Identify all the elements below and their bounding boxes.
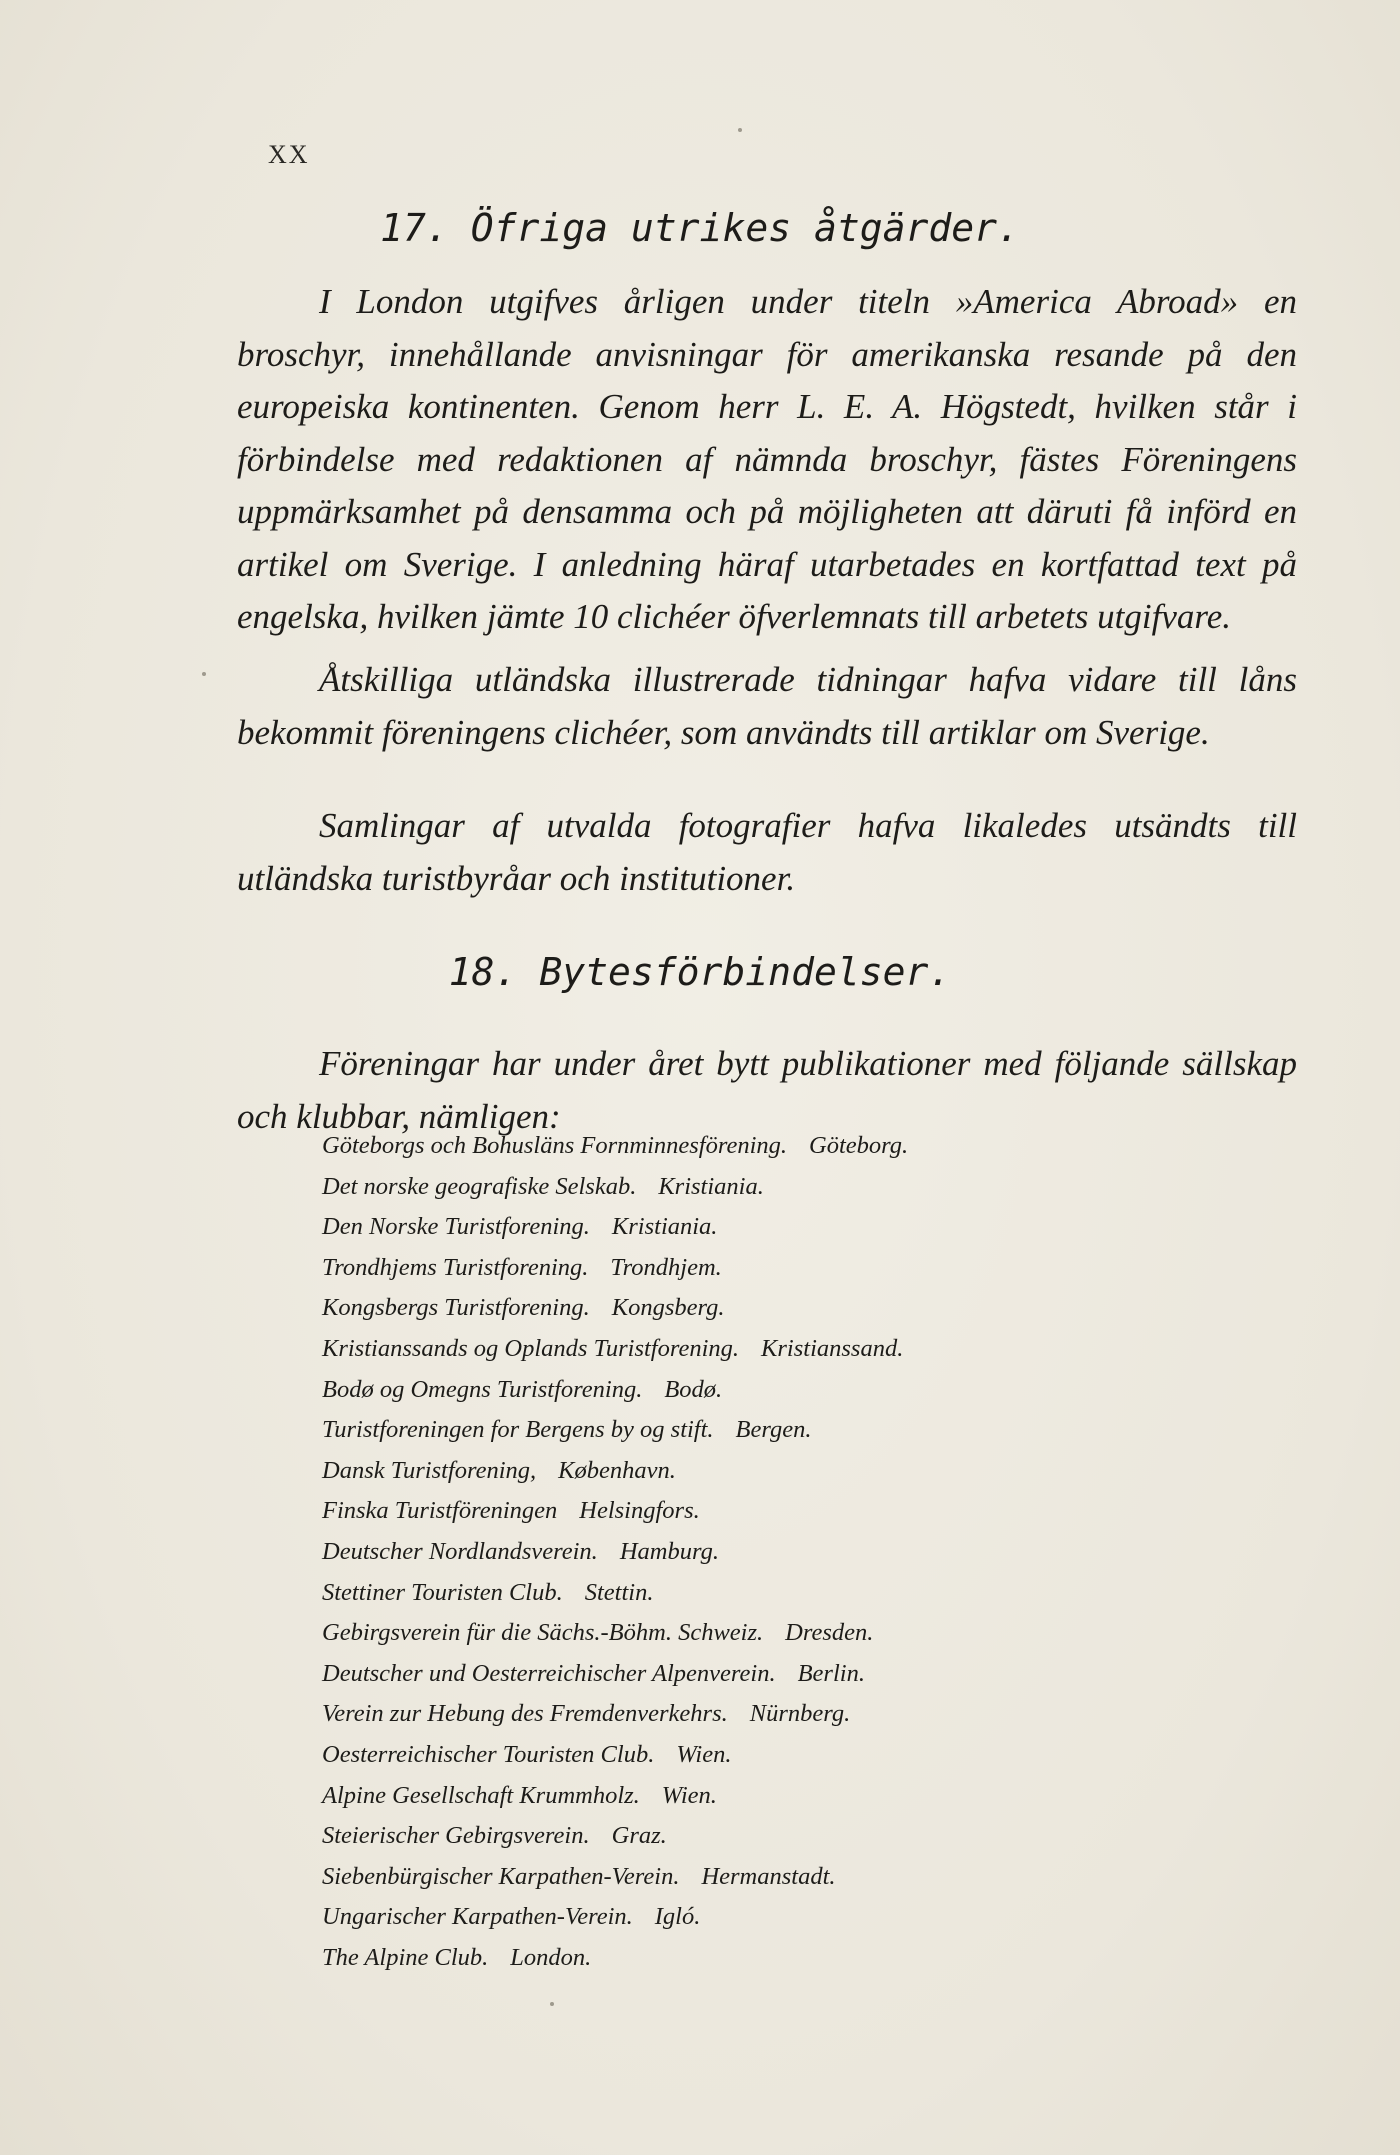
list-item [322, 1491, 908, 1532]
society-name: Det norske geografiske Selskab. [322, 1172, 637, 1200]
society-city: Kristianssand. [761, 1334, 904, 1362]
society-list [322, 1126, 908, 1978]
society-city: Kristiania. [658, 1172, 764, 1200]
list-item [322, 1451, 908, 1492]
paper-speck [550, 2002, 554, 2006]
society-name: Trondhjems Turistforening. [322, 1253, 589, 1281]
society-name: Verein zur Hebung des Fremdenverkehrs. [322, 1700, 728, 1728]
society-name: Bodø og Omegns Turistforening. [322, 1375, 643, 1403]
society-name: Stettiner Touristen Club. [322, 1578, 563, 1606]
list-item [322, 1207, 908, 1248]
list-item [322, 1329, 908, 1370]
section-17-paragraph [237, 276, 1297, 644]
society-city: Dresden. [785, 1619, 874, 1647]
society-name: Siebenbürgischer Karpathen-Verein. [322, 1862, 680, 1890]
society-city: Hermanstadt. [701, 1862, 836, 1890]
section-17-heading [0, 206, 1400, 250]
society-name: Ungarischer Karpathen-Verein. [322, 1903, 633, 1931]
list-item [322, 1167, 908, 1208]
society-city: Bergen. [735, 1416, 812, 1444]
society-name: Deutscher Nordlandsverein. [322, 1537, 598, 1565]
society-name: Dansk Turistforening, [322, 1456, 537, 1484]
list-item [322, 1370, 908, 1411]
section-17-number: 17. [380, 206, 449, 250]
section-18-title: Bytesförbindelser. [539, 950, 952, 994]
society-city: Bodø. [664, 1375, 723, 1403]
paper-speck [738, 128, 742, 132]
section-18-heading [0, 950, 1400, 994]
society-city: Igló. [654, 1903, 701, 1931]
society-city: Hamburg. [619, 1537, 719, 1565]
society-city: Graz. [611, 1822, 667, 1850]
society-name: Den Norske Turistforening. [322, 1213, 590, 1241]
list-item [322, 1288, 908, 1329]
list-item [322, 1694, 908, 1735]
society-name: Deutscher und Oesterreichischer Alpenverein. [322, 1659, 776, 1687]
list-item [322, 1532, 908, 1573]
section-17-title: Öfriga utrikes åtgärder. [470, 206, 1020, 250]
list-item [322, 1573, 908, 1614]
paragraph-text: I London utgifves årligen under titeln »America Abroad» en broschyr, innehållande anvisningar för amerikanska resande på den europeiska kontinenten. Genom herr L. E. A. Högstedt, hvilken står i förbindelse med redaktionen af nämnda broschyr, fästes Föreningens uppmärksamhet på densamma och på möjligheten att däruti få införd en artikel om Sverige. I anledning häraf utarbetades en kortfattad text på engelska, hvilken jämte 10 clichéer öfverlemnats till arbetets utgifvare. [237, 282, 1297, 636]
paragraph-text: Samlingar af utvalda fotografier hafva likaledes utsändts till utländska turistbyråar och institutioner. [237, 806, 1297, 898]
list-item [322, 1735, 908, 1776]
society-name: Alpine Gesellschaft Krummholz. [322, 1781, 640, 1809]
society-name: Göteborgs och Bohusläns Fornminnesförening. [322, 1132, 788, 1159]
paper-speck [202, 672, 206, 676]
section-17-paragraph [237, 800, 1297, 905]
society-name: Oesterreichischer Touristen Club. [322, 1740, 655, 1768]
list-item [322, 1410, 908, 1451]
list-item [322, 1816, 908, 1857]
society-city: Kongsberg. [611, 1294, 725, 1322]
society-city: Wien. [661, 1781, 717, 1809]
list-item [322, 1857, 908, 1898]
society-city: Berlin. [797, 1659, 865, 1687]
list-item [322, 1776, 908, 1817]
society-name: Kristianssands og Oplands Turistforening. [322, 1334, 740, 1362]
list-item [322, 1938, 908, 1979]
list-item [322, 1897, 908, 1938]
section-17-paragraph [237, 654, 1297, 759]
list-item [322, 1126, 908, 1167]
society-name: Gebirgsverein für die Sächs.-Böhm. Schweiz. [322, 1619, 764, 1647]
list-item [322, 1613, 908, 1654]
list-item [322, 1654, 908, 1695]
society-name: The Alpine Club. [322, 1943, 489, 1971]
paragraph-text: Åtskilliga utländska illustrerade tidningar hafva vidare till låns bekommit föreningens clichéer, som användts till artiklar om Sverige. [237, 660, 1297, 752]
society-name: Finska Turistföreningen [322, 1497, 558, 1525]
society-city: Trondhjem. [610, 1253, 722, 1281]
society-city: London. [510, 1943, 592, 1971]
society-name: Steierischer Gebirgsverein. [322, 1822, 590, 1850]
society-city: København. [558, 1456, 676, 1484]
intro-text: Föreningar har under året bytt publikationer med följande sällskap och klubbar, nämligen: [237, 1044, 1297, 1136]
society-city: Helsingfors. [579, 1497, 700, 1525]
society-city: Wien. [676, 1740, 732, 1768]
society-city: Kristiania. [611, 1213, 718, 1241]
society-city: Nürnberg. [749, 1700, 851, 1728]
section-18-number: 18. [448, 950, 518, 994]
society-city: Stettin. [584, 1578, 654, 1606]
society-city: Göteborg. [809, 1132, 909, 1159]
society-name: Turistforeningen for Bergens by og stift. [322, 1416, 714, 1444]
page-number: XX [268, 140, 310, 169]
list-item [322, 1248, 908, 1289]
society-name: Kongsbergs Turistforening. [322, 1294, 590, 1322]
